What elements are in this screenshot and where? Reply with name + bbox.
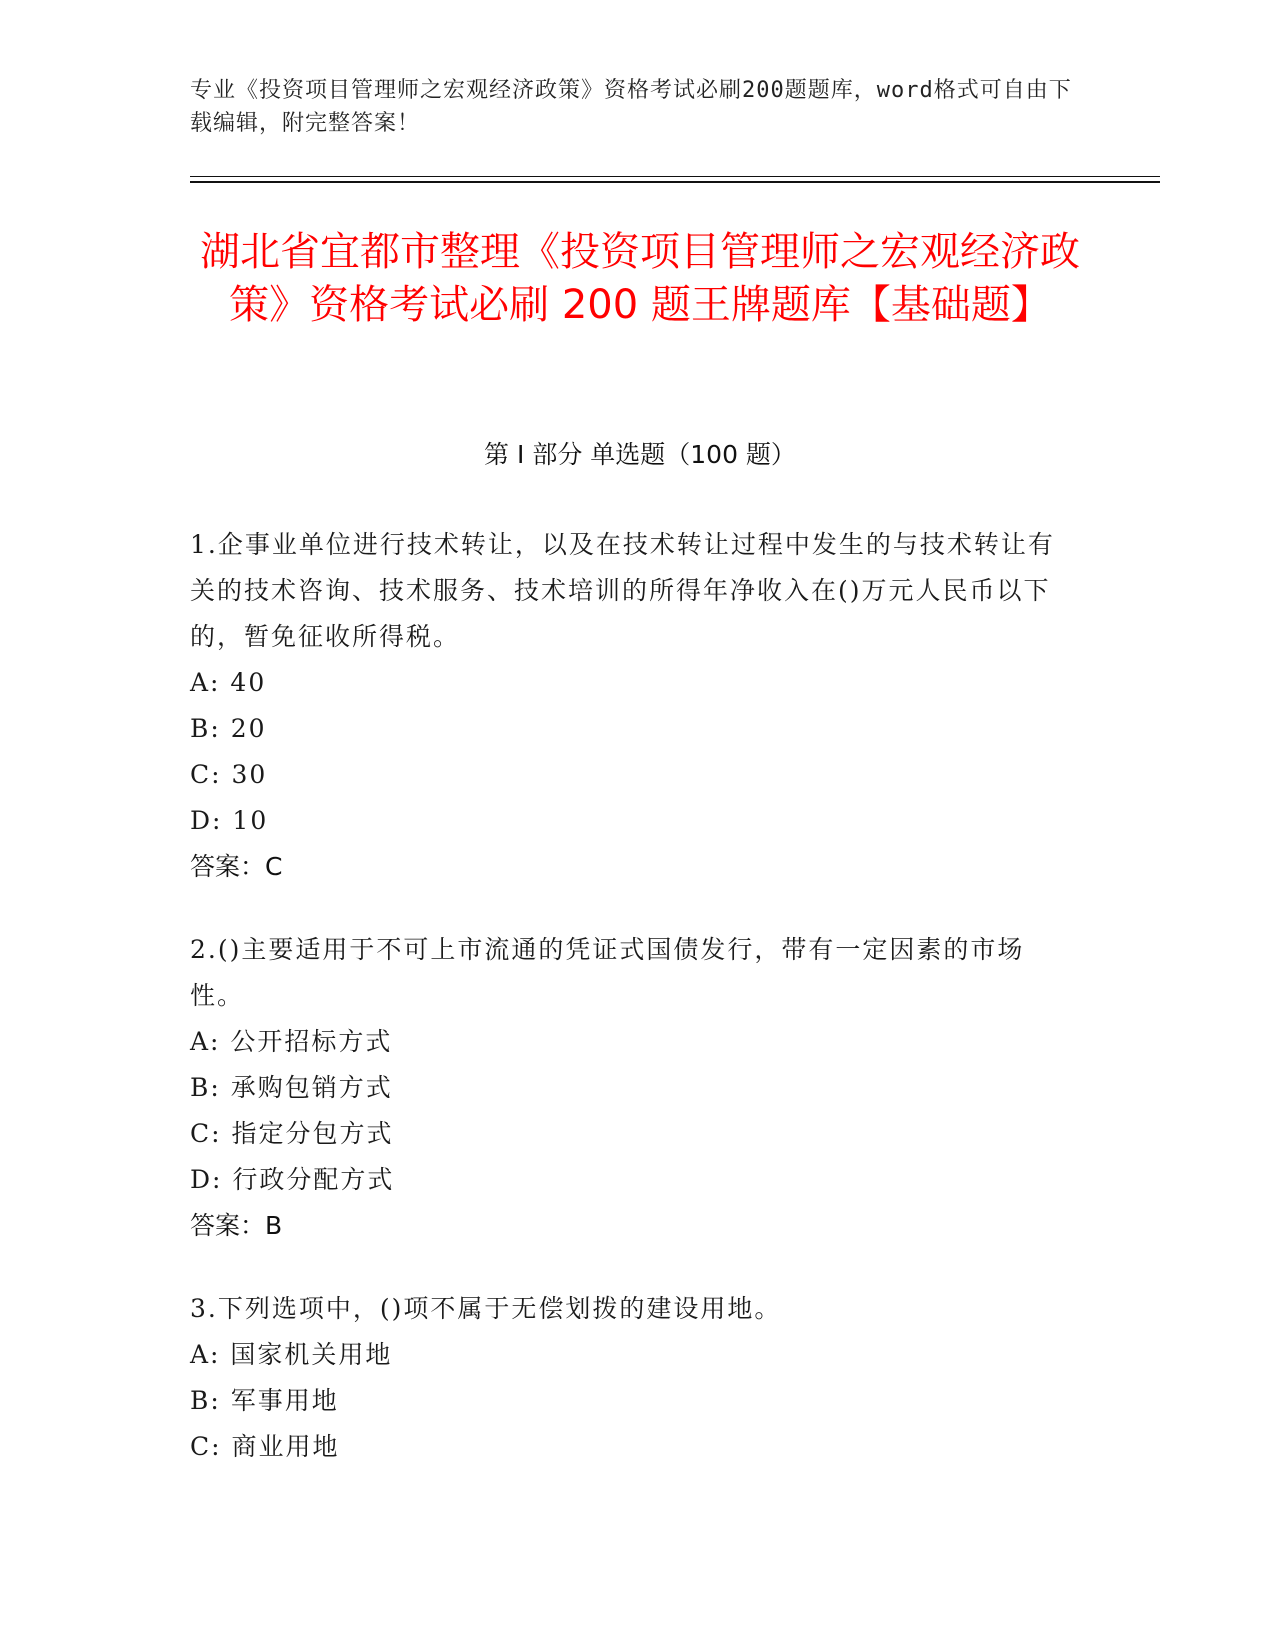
- header-rule-thick: [190, 181, 1160, 183]
- question-text: 1.企事业单位进行技术转让，以及在技术转让过程中发生的与技术转让有关的技术咨询、技术服务、技术培训的所得年净收入在()万元人民币以下的，暂免征收所得税。: [190, 530, 1055, 651]
- answer: 答案：B: [190, 1211, 283, 1240]
- option-a: A: 公开招标方式: [190, 1027, 393, 1056]
- answer: 答案：C: [190, 852, 283, 881]
- option-b: B: 承购包销方式: [190, 1073, 393, 1102]
- section-heading: 第 I 部分 单选题（100 题）: [484, 440, 796, 469]
- question-text: 2.()主要适用于不可上市流通的凭证式国债发行，带有一定因素的市场性。: [190, 935, 1025, 1010]
- question-list: [190, 522, 1070, 1507]
- option-a: A: 40: [190, 668, 267, 697]
- option-d: D: 10: [190, 806, 269, 835]
- header-rule-thin: [190, 176, 1160, 177]
- question-text: 3.下列选项中，()项不属于无偿划拨的建设用地。: [190, 1294, 782, 1323]
- option-a: A: 国家机关用地: [190, 1340, 393, 1369]
- option-b: B: 20: [190, 714, 267, 743]
- header-note: 专业《投资项目管理师之宏观经济政策》资格考试必刷200题题库，word格式可自由下载编辑，附完整答案！: [190, 78, 1072, 136]
- question-1: [190, 522, 1070, 890]
- option-c: C: 30: [190, 760, 268, 789]
- option-c: C: 指定分包方式: [190, 1119, 394, 1148]
- question-3: [190, 1286, 1070, 1470]
- document-title: 湖北省宜都市整理《投资项目管理师之宏观经济政策》资格考试必刷 200 题王牌题库【基础题】: [200, 229, 1080, 328]
- option-c: C: 商业用地: [190, 1432, 340, 1461]
- question-2: [190, 927, 1070, 1249]
- option-d: D: 行政分配方式: [190, 1165, 395, 1194]
- option-b: B: 军事用地: [190, 1386, 339, 1415]
